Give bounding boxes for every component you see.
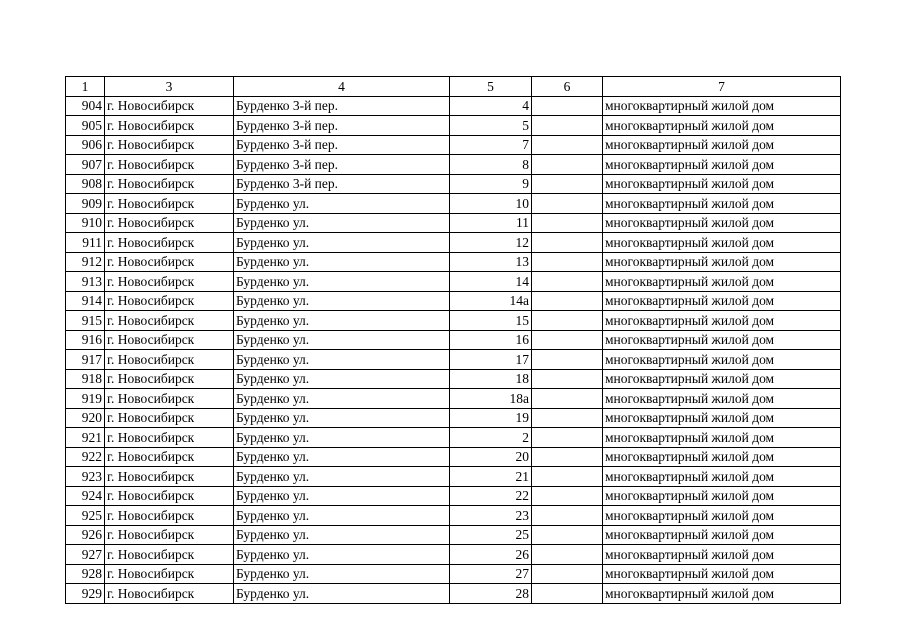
- cell-col6: [532, 174, 603, 194]
- cell-col6: [532, 369, 603, 389]
- table-row: [66, 252, 841, 272]
- cell-street: Бурденко ул.: [234, 369, 450, 389]
- cell-row-number: 929: [66, 584, 105, 604]
- address-registry-table: [65, 76, 841, 604]
- cell-city: г. Новосибирск: [105, 233, 234, 253]
- cell-row-number: 926: [66, 525, 105, 545]
- cell-building-type: многоквартирный жилой дом: [603, 467, 841, 487]
- cell-city: г. Новосибирск: [105, 116, 234, 136]
- table-row: [66, 467, 841, 487]
- cell-row-number: 911: [66, 233, 105, 253]
- cell-city: г. Новосибирск: [105, 311, 234, 331]
- cell-col6: [532, 428, 603, 448]
- cell-house-number: 18: [450, 369, 532, 389]
- cell-row-number: 923: [66, 467, 105, 487]
- cell-city: г. Новосибирск: [105, 155, 234, 175]
- cell-street: Бурденко ул.: [234, 408, 450, 428]
- cell-street: Бурденко ул.: [234, 564, 450, 584]
- cell-house-number: 20: [450, 447, 532, 467]
- cell-row-number: 917: [66, 350, 105, 370]
- cell-building-type: многоквартирный жилой дом: [603, 135, 841, 155]
- cell-col6: [532, 330, 603, 350]
- cell-city: г. Новосибирск: [105, 135, 234, 155]
- cell-col6: [532, 252, 603, 272]
- cell-house-number: 15: [450, 311, 532, 331]
- cell-col6: [532, 389, 603, 409]
- cell-row-number: 925: [66, 506, 105, 526]
- table-row: [66, 545, 841, 565]
- cell-row-number: 922: [66, 447, 105, 467]
- cell-city: г. Новосибирск: [105, 584, 234, 604]
- cell-building-type: многоквартирный жилой дом: [603, 174, 841, 194]
- cell-row-number: 913: [66, 272, 105, 292]
- table-row: [66, 486, 841, 506]
- table-row: [66, 194, 841, 214]
- table-body: [66, 96, 841, 603]
- cell-building-type: многоквартирный жилой дом: [603, 155, 841, 175]
- cell-street: Бурденко ул.: [234, 486, 450, 506]
- cell-street: Бурденко 3-й пер.: [234, 96, 450, 116]
- cell-house-number: 2: [450, 428, 532, 448]
- cell-house-number: 17: [450, 350, 532, 370]
- cell-building-type: многоквартирный жилой дом: [603, 350, 841, 370]
- cell-col6: [532, 506, 603, 526]
- cell-house-number: 12: [450, 233, 532, 253]
- cell-street: Бурденко ул.: [234, 389, 450, 409]
- cell-city: г. Новосибирск: [105, 389, 234, 409]
- cell-row-number: 912: [66, 252, 105, 272]
- cell-street: Бурденко ул.: [234, 330, 450, 350]
- table-row: [66, 174, 841, 194]
- cell-city: г. Новосибирск: [105, 506, 234, 526]
- cell-building-type: многоквартирный жилой дом: [603, 330, 841, 350]
- cell-building-type: многоквартирный жилой дом: [603, 233, 841, 253]
- table-row: [66, 525, 841, 545]
- cell-col6: [532, 135, 603, 155]
- table-row: [66, 116, 841, 136]
- table-row: [66, 428, 841, 448]
- cell-house-number: 9: [450, 174, 532, 194]
- cell-row-number: 906: [66, 135, 105, 155]
- cell-col6: [532, 194, 603, 214]
- cell-col6: [532, 545, 603, 565]
- cell-house-number: 21: [450, 467, 532, 487]
- cell-city: г. Новосибирск: [105, 213, 234, 233]
- cell-street: Бурденко ул.: [234, 545, 450, 565]
- cell-building-type: многоквартирный жилой дом: [603, 564, 841, 584]
- cell-col6: [532, 350, 603, 370]
- cell-row-number: 921: [66, 428, 105, 448]
- cell-building-type: многоквартирный жилой дом: [603, 213, 841, 233]
- cell-house-number: 8: [450, 155, 532, 175]
- cell-city: г. Новосибирск: [105, 467, 234, 487]
- cell-row-number: 904: [66, 96, 105, 116]
- cell-row-number: 916: [66, 330, 105, 350]
- table-row: [66, 135, 841, 155]
- table-row: [66, 408, 841, 428]
- cell-building-type: многоквартирный жилой дом: [603, 252, 841, 272]
- cell-house-number: 4: [450, 96, 532, 116]
- cell-house-number: 10: [450, 194, 532, 214]
- cell-house-number: 28: [450, 584, 532, 604]
- cell-street: Бурденко ул.: [234, 291, 450, 311]
- cell-house-number: 27: [450, 564, 532, 584]
- cell-col6: [532, 213, 603, 233]
- cell-house-number: 26: [450, 545, 532, 565]
- cell-building-type: многоквартирный жилой дом: [603, 486, 841, 506]
- cell-street: Бурденко ул.: [234, 350, 450, 370]
- cell-building-type: многоквартирный жилой дом: [603, 369, 841, 389]
- cell-street: Бурденко ул.: [234, 311, 450, 331]
- cell-col6: [532, 96, 603, 116]
- cell-row-number: 919: [66, 389, 105, 409]
- cell-street: Бурденко ул.: [234, 584, 450, 604]
- table-row: [66, 291, 841, 311]
- cell-col6: [532, 116, 603, 136]
- table-row: [66, 506, 841, 526]
- cell-building-type: многоквартирный жилой дом: [603, 389, 841, 409]
- cell-street: Бурденко ул.: [234, 525, 450, 545]
- cell-col6: [532, 447, 603, 467]
- cell-col6: [532, 233, 603, 253]
- cell-row-number: 908: [66, 174, 105, 194]
- cell-city: г. Новосибирск: [105, 291, 234, 311]
- cell-row-number: 915: [66, 311, 105, 331]
- cell-city: г. Новосибирск: [105, 447, 234, 467]
- cell-city: г. Новосибирск: [105, 545, 234, 565]
- cell-house-number: 7: [450, 135, 532, 155]
- cell-row-number: 920: [66, 408, 105, 428]
- cell-street: Бурденко ул.: [234, 428, 450, 448]
- cell-city: г. Новосибирск: [105, 330, 234, 350]
- cell-building-type: многоквартирный жилой дом: [603, 428, 841, 448]
- cell-street: Бурденко ул.: [234, 194, 450, 214]
- cell-city: г. Новосибирск: [105, 486, 234, 506]
- column-header-street: 4: [234, 77, 450, 97]
- cell-building-type: многоквартирный жилой дом: [603, 584, 841, 604]
- cell-house-number: 5: [450, 116, 532, 136]
- cell-street: Бурденко 3-й пер.: [234, 174, 450, 194]
- cell-street: Бурденко ул.: [234, 506, 450, 526]
- cell-building-type: многоквартирный жилой дом: [603, 291, 841, 311]
- cell-row-number: 910: [66, 213, 105, 233]
- cell-building-type: многоквартирный жилой дом: [603, 96, 841, 116]
- cell-house-number: 11: [450, 213, 532, 233]
- cell-street: Бурденко 3-й пер.: [234, 155, 450, 175]
- table-row: [66, 389, 841, 409]
- cell-street: Бурденко ул.: [234, 447, 450, 467]
- column-header-city: 3: [105, 77, 234, 97]
- cell-col6: [532, 486, 603, 506]
- cell-building-type: многоквартирный жилой дом: [603, 408, 841, 428]
- cell-street: Бурденко ул.: [234, 233, 450, 253]
- cell-house-number: 14а: [450, 291, 532, 311]
- cell-row-number: 909: [66, 194, 105, 214]
- cell-row-number: 907: [66, 155, 105, 175]
- cell-house-number: 14: [450, 272, 532, 292]
- column-header-type: 7: [603, 77, 841, 97]
- cell-city: г. Новосибирск: [105, 350, 234, 370]
- cell-col6: [532, 311, 603, 331]
- cell-house-number: 22: [450, 486, 532, 506]
- cell-city: г. Новосибирск: [105, 272, 234, 292]
- cell-building-type: многоквартирный жилой дом: [603, 194, 841, 214]
- cell-house-number: 19: [450, 408, 532, 428]
- cell-street: Бурденко ул.: [234, 272, 450, 292]
- cell-street: Бурденко ул.: [234, 252, 450, 272]
- cell-col6: [532, 525, 603, 545]
- cell-row-number: 927: [66, 545, 105, 565]
- cell-building-type: многоквартирный жилой дом: [603, 311, 841, 331]
- cell-col6: [532, 155, 603, 175]
- cell-city: г. Новосибирск: [105, 428, 234, 448]
- column-header-house: 5: [450, 77, 532, 97]
- cell-row-number: 905: [66, 116, 105, 136]
- table-row: [66, 564, 841, 584]
- cell-street: Бурденко 3-й пер.: [234, 116, 450, 136]
- cell-city: г. Новосибирск: [105, 408, 234, 428]
- cell-col6: [532, 584, 603, 604]
- cell-street: Бурденко 3-й пер.: [234, 135, 450, 155]
- cell-building-type: многоквартирный жилой дом: [603, 545, 841, 565]
- column-header-number: 1: [66, 77, 105, 97]
- cell-row-number: 914: [66, 291, 105, 311]
- table-row: [66, 369, 841, 389]
- cell-house-number: 18а: [450, 389, 532, 409]
- cell-building-type: многоквартирный жилой дом: [603, 272, 841, 292]
- cell-building-type: многоквартирный жилой дом: [603, 116, 841, 136]
- table-row: [66, 311, 841, 331]
- table-row: [66, 233, 841, 253]
- table-row: [66, 330, 841, 350]
- cell-city: г. Новосибирск: [105, 252, 234, 272]
- cell-city: г. Новосибирск: [105, 564, 234, 584]
- cell-col6: [532, 564, 603, 584]
- cell-building-type: многоквартирный жилой дом: [603, 525, 841, 545]
- table-row: [66, 96, 841, 116]
- cell-row-number: 928: [66, 564, 105, 584]
- cell-house-number: 25: [450, 525, 532, 545]
- cell-row-number: 924: [66, 486, 105, 506]
- cell-col6: [532, 408, 603, 428]
- cell-house-number: 16: [450, 330, 532, 350]
- cell-city: г. Новосибирск: [105, 525, 234, 545]
- table-header: [66, 77, 841, 97]
- table-row: [66, 272, 841, 292]
- cell-street: Бурденко ул.: [234, 213, 450, 233]
- table-row: [66, 447, 841, 467]
- cell-city: г. Новосибирск: [105, 194, 234, 214]
- cell-col6: [532, 291, 603, 311]
- column-header-col6: 6: [532, 77, 603, 97]
- cell-building-type: многоквартирный жилой дом: [603, 447, 841, 467]
- table-row: [66, 155, 841, 175]
- cell-house-number: 23: [450, 506, 532, 526]
- cell-city: г. Новосибирск: [105, 174, 234, 194]
- cell-building-type: многоквартирный жилой дом: [603, 506, 841, 526]
- table-row: [66, 350, 841, 370]
- cell-street: Бурденко ул.: [234, 467, 450, 487]
- table-row: [66, 584, 841, 604]
- cell-city: г. Новосибирск: [105, 369, 234, 389]
- table-row: [66, 213, 841, 233]
- cell-row-number: 918: [66, 369, 105, 389]
- cell-col6: [532, 272, 603, 292]
- cell-city: г. Новосибирск: [105, 96, 234, 116]
- header-row: [66, 77, 841, 97]
- cell-col6: [532, 467, 603, 487]
- cell-house-number: 13: [450, 252, 532, 272]
